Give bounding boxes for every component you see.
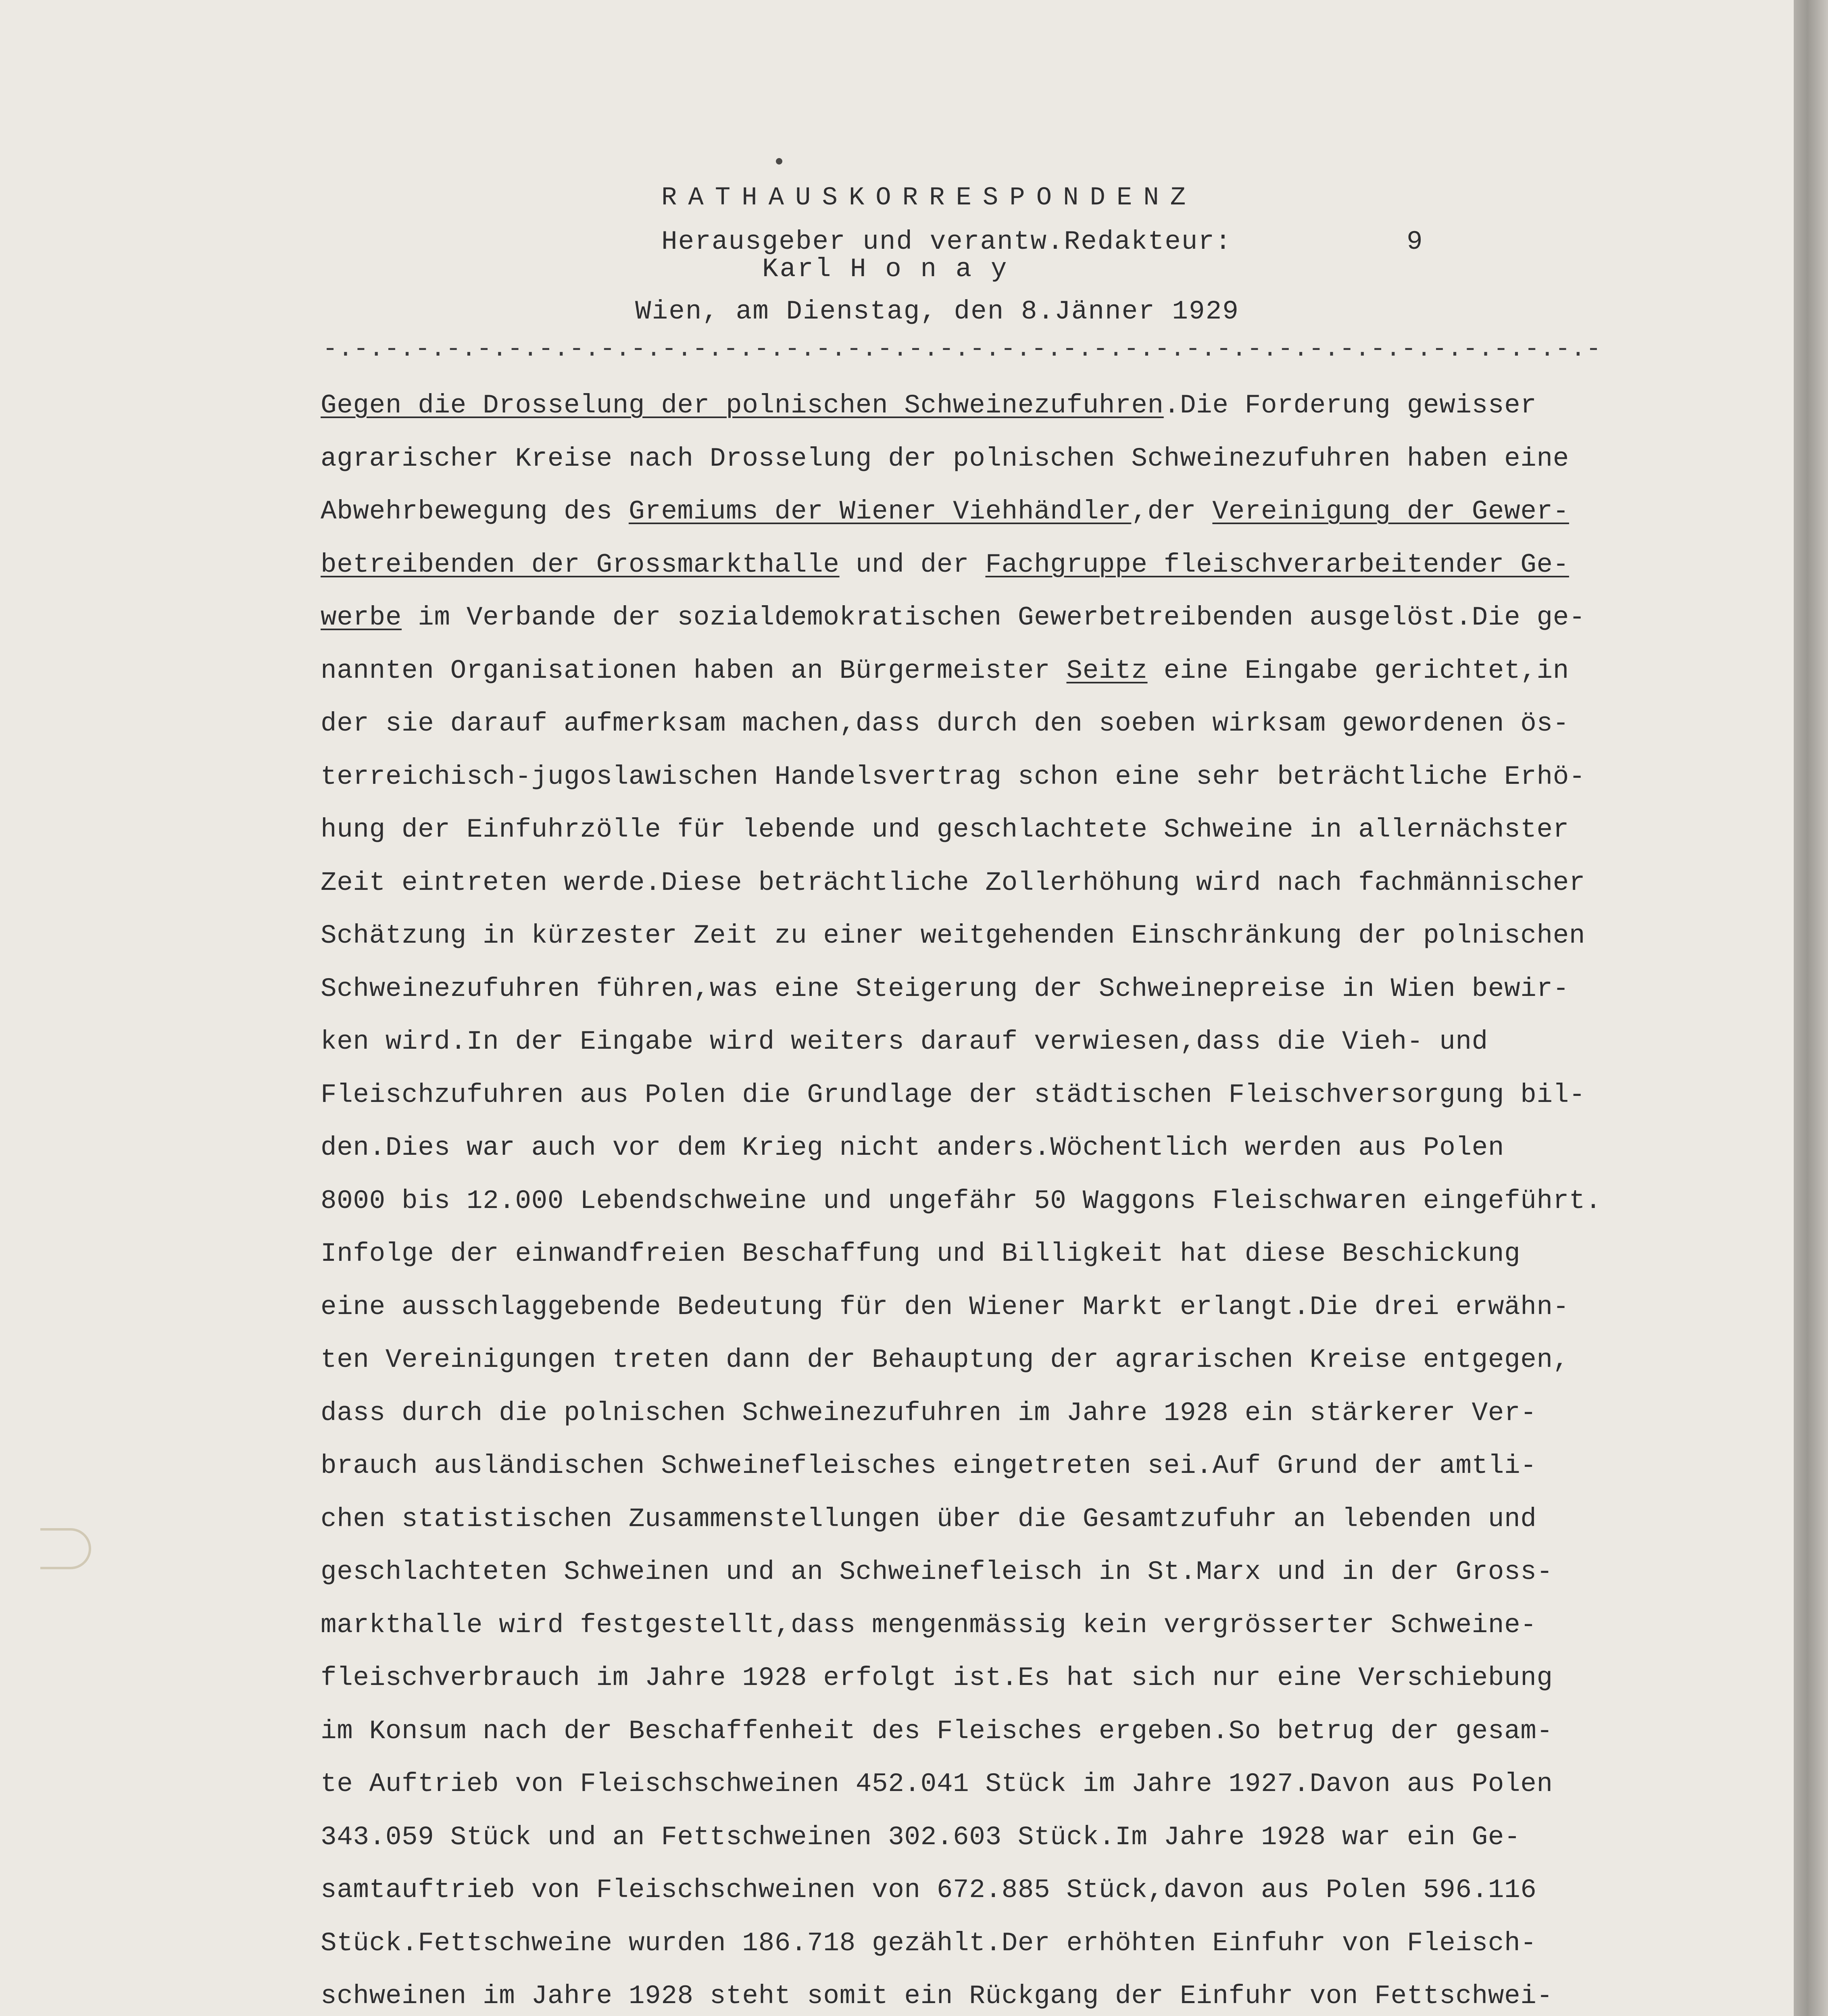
underlined-phrase: Seitz [1066,655,1148,686]
text-run: hung der Einfuhrzölle für lebende und geschlachtete Schweine in allernächster [321,814,1569,845]
text-run: terreichisch-jugoslawischen Handelsvertrag schon eine sehr beträchtliche Erhö- [321,761,1586,792]
article-line [321,1599,1627,1652]
editor-name: Karl H o n a y [762,254,1009,284]
ink-dot [776,158,782,165]
header-divider: -.-.-.-.-.-.-.-.-.-.-.-.-.-.-.-.-.-.-.-.-.-.-.-.-.-.-.-.-.-.-.-.-.-.-.-.-.-.-.-.-.- [323,335,1602,363]
article-line [321,485,1627,538]
text-run: Abwehrbewegung des [321,496,629,527]
article-line [321,909,1627,962]
article-line [321,379,1627,432]
text-run: Schweinezufuhren führen,was eine Steigerung der Schweinepreise in Wien bewir- [321,973,1569,1004]
article-line [321,1811,1627,1864]
text-run: 8000 bis 12.000 Lebendschweine und ungefähr 50 Waggons Fleischwaren eingeführt. [321,1185,1602,1216]
article-line [321,1652,1627,1705]
article-line [321,538,1627,591]
article-line [321,1970,1627,2016]
text-run: der sie darauf aufmerksam machen,dass durch den soeben wirksam gewordenen ös- [321,708,1569,739]
article-line [321,1864,1627,1917]
article-line [321,644,1627,698]
article-line [321,1175,1627,1228]
text-run: dass durch die polnischen Schweinezufuhren im Jahre 1928 ein stärkerer Ver- [321,1397,1537,1428]
text-run: markthalle wird festgestellt,dass mengenmässig kein vergrösserter Schweine- [321,1610,1537,1640]
article-line [321,803,1627,856]
article-line [321,750,1627,804]
text-run: agrarischer Kreise nach Drosselung der polnischen Schweinezufuhren haben eine [321,443,1569,474]
article-line [321,1387,1627,1440]
text-run: den.Dies war auch vor dem Krieg nicht anders.Wöchentlich werden aus Polen [321,1133,1505,1163]
underlined-phrase: Fachgruppe fleischverarbeitender Ge- [985,549,1569,580]
text-run: Infolge der einwandfreien Beschaffung und Billigkeit hat diese Beschickung [321,1239,1521,1269]
text-run: ,der [1131,496,1213,527]
staple-fold-mark [40,1528,91,1569]
underlined-phrase: Gegen die Drosselung der polnischen Schweinezufuhren [321,390,1164,421]
underlined-phrase: Gremiums der Wiener Viehhändler [628,496,1132,527]
text-run: Schätzung in kürzester Zeit zu einer weitgehenden Einschränkung der polnischen [321,921,1586,951]
text-run: schweinen im Jahre 1928 steht somit ein Rückgang der Einfuhr von Fettschwei- [321,1981,1553,2011]
article-line [321,1439,1627,1493]
text-run: chen statistischen Zusammenstellungen über die Gesamtzufuhr an lebenden und [321,1504,1537,1534]
text-run: Fleischzufuhren aus Polen die Grundlage der städtischen Fleischversorgung bil- [321,1079,1586,1110]
article-line [321,1705,1627,1758]
text-run: eine Eingabe gerichtet,in [1147,655,1569,686]
underlined-phrase: Vereinigung der Gewer- [1212,496,1569,527]
text-run: und der [839,549,986,580]
underlined-phrase: betreibenden der Grossmarkthalle [321,549,840,580]
article-line [321,1227,1627,1281]
article-line [321,1068,1627,1122]
text-run: fleischverbrauch im Jahre 1928 erfolgt ist.Es hat sich nur eine Verschiebung [321,1663,1553,1693]
article-line [321,1015,1627,1068]
masthead-title: RATHAUSKORRESPONDENZ [661,183,1197,212]
date-line: Wien, am Dienstag, den 8.Jänner 1929 [635,296,1239,327]
article-line [321,856,1627,910]
page-edge-shadow [1794,0,1828,2016]
text-run: brauch ausländischen Schweinefleisches eingetreten sei.Auf Grund der amtli- [321,1451,1537,1481]
page-number: 9 [1407,227,1423,257]
underlined-phrase: werbe [321,602,402,633]
article-line [321,1493,1627,1546]
article-line [321,1917,1627,1970]
article-line [321,962,1627,1016]
text-run: te Auftrieb von Fleischschweinen 452.041 Stück im Jahre 1927.Davon aus Polen [321,1769,1553,1799]
article-line [321,1121,1627,1175]
article-line [321,697,1627,750]
article-body [321,379,1627,2016]
text-run: ten Vereinigungen treten dann der Behauptung der agrarischen Kreise entgegen, [321,1345,1569,1375]
article-line [321,1333,1627,1387]
text-run: 343.059 Stück und an Fettschweinen 302.603 Stück.Im Jahre 1928 war ein Ge- [321,1822,1521,1852]
text-run: ken wird.In der Eingabe wird weiters darauf verwiesen,dass die Vieh- und [321,1027,1488,1057]
editor-line: Herausgeber und verantw.Redakteur: [661,227,1232,257]
text-run: .Die Forderung gewisser [1163,390,1537,421]
article-line [321,1545,1627,1599]
text-run: Zeit eintreten werde.Diese beträchtliche Zollerhöhung wird nach fachmännischer [321,867,1586,898]
article-line [321,1281,1627,1334]
text-run: samtauftrieb von Fleischschweinen von 672.885 Stück,davon aus Polen 596.116 [321,1875,1537,1905]
text-run: Stück.Fettschweine wurden 186.718 gezählt.Der erhöhten Einfuhr von Fleisch- [321,1928,1537,1958]
text-run: im Konsum nach der Beschaffenheit des Fleisches ergeben.So betrug der gesam- [321,1716,1553,1746]
article-line [321,591,1627,644]
text-run: eine ausschlaggebende Bedeutung für den Wiener Markt erlangt.Die drei erwähn- [321,1291,1569,1322]
text-run: im Verbande der sozialdemokratischen Gewerbetreibenden ausgelöst.Die ge- [402,602,1586,633]
article-line [321,1758,1627,1811]
article-line [321,432,1627,485]
text-run: nannten Organisationen haben an Bürgermeister [321,655,1067,686]
text-run: geschlachteten Schweinen und an Schweinefleisch in St.Marx und in der Gross- [321,1557,1553,1587]
